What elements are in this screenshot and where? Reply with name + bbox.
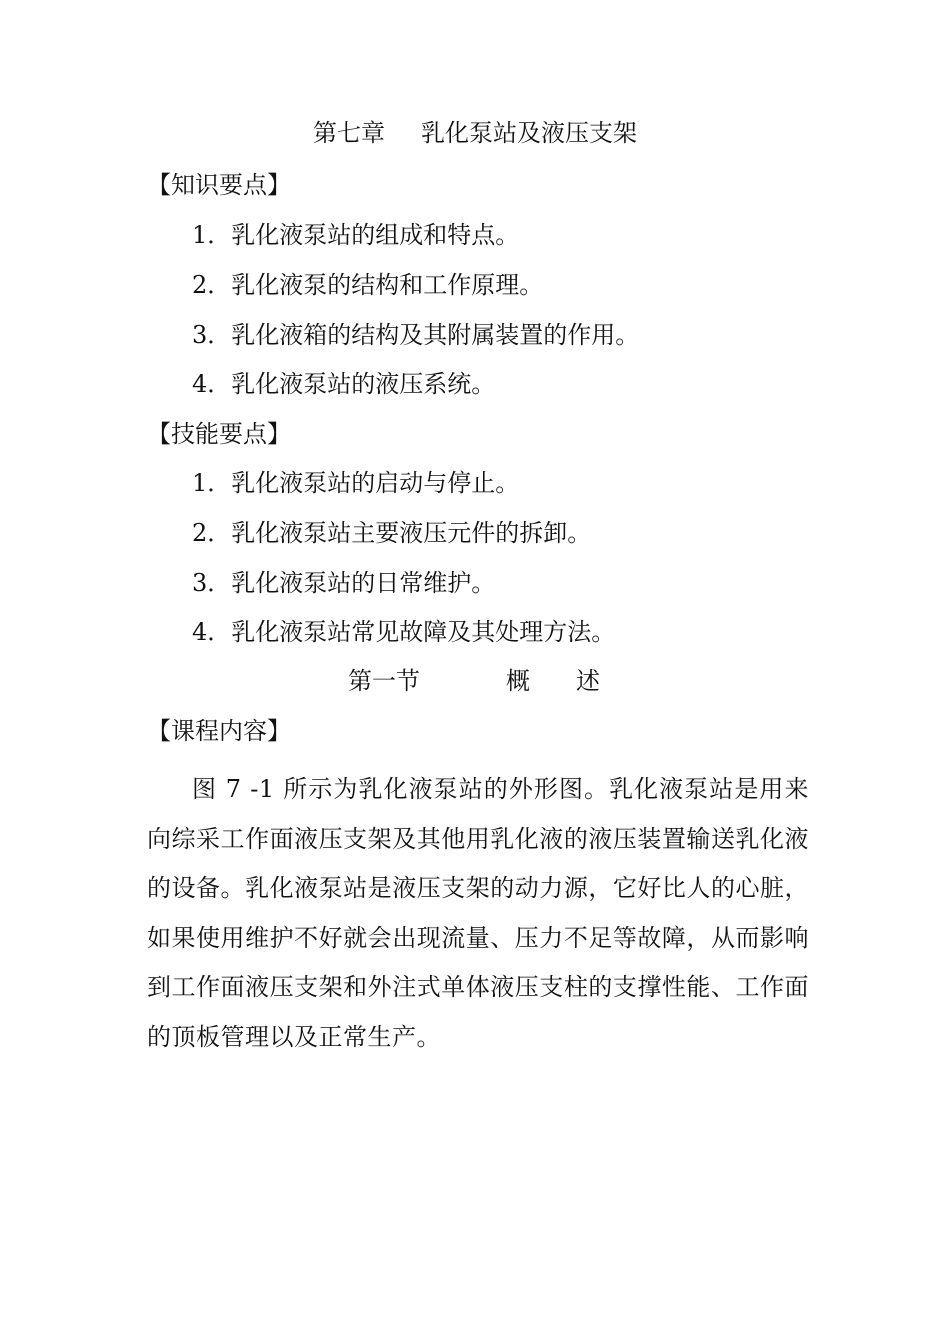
course-content-heading: 【课程内容】 [147, 717, 291, 745]
knowledge-point-item: 1．乳化液泵站的组成和特点。 [192, 221, 520, 249]
skill-point-item: 4．乳化液泵站常见故障及其处理方法。 [192, 618, 616, 646]
section-number: 第一节 [348, 667, 420, 695]
chapter-name: 乳化泵站及液压支架 [421, 119, 637, 147]
chapter-title [313, 118, 637, 148]
section-title-char: 概 [506, 667, 530, 695]
knowledge-point-item: 2．乳化液泵的结构和工作原理。 [192, 271, 544, 299]
skill-point-item: 3．乳化液泵站的日常维护。 [192, 569, 496, 597]
knowledge-point-item: 3．乳化液箱的结构及其附属装置的作用。 [192, 321, 640, 349]
skill-point-item: 1．乳化液泵站的启动与停止。 [192, 469, 520, 497]
section-title-char: 述 [576, 667, 600, 695]
course-content-paragraph: 图 7 -1 所示为乳化液泵站的外形图。乳化液泵站是用来向综采工作面液压支架及其他用乳化液的液压装置输送乳化液的设备。乳化液泵站是液压支架的动力源，它好比人的心脏，如果使用维护不好就会出现流量、压力不足等故障，从而影响到工作面液压支架和外注式单体液压支柱的支撑性能、工作面的顶板管理以及正常生产。 [147, 775, 809, 1051]
chapter-number: 第七章 [313, 119, 385, 147]
skill-points-heading: 【技能要点】 [147, 420, 291, 448]
knowledge-points-heading: 【知识要点】 [147, 171, 291, 199]
knowledge-point-item: 4．乳化液泵站的液压系统。 [192, 370, 496, 398]
skill-point-item: 2．乳化液泵站主要液压元件的拆卸。 [192, 519, 592, 547]
section-title [348, 666, 600, 696]
